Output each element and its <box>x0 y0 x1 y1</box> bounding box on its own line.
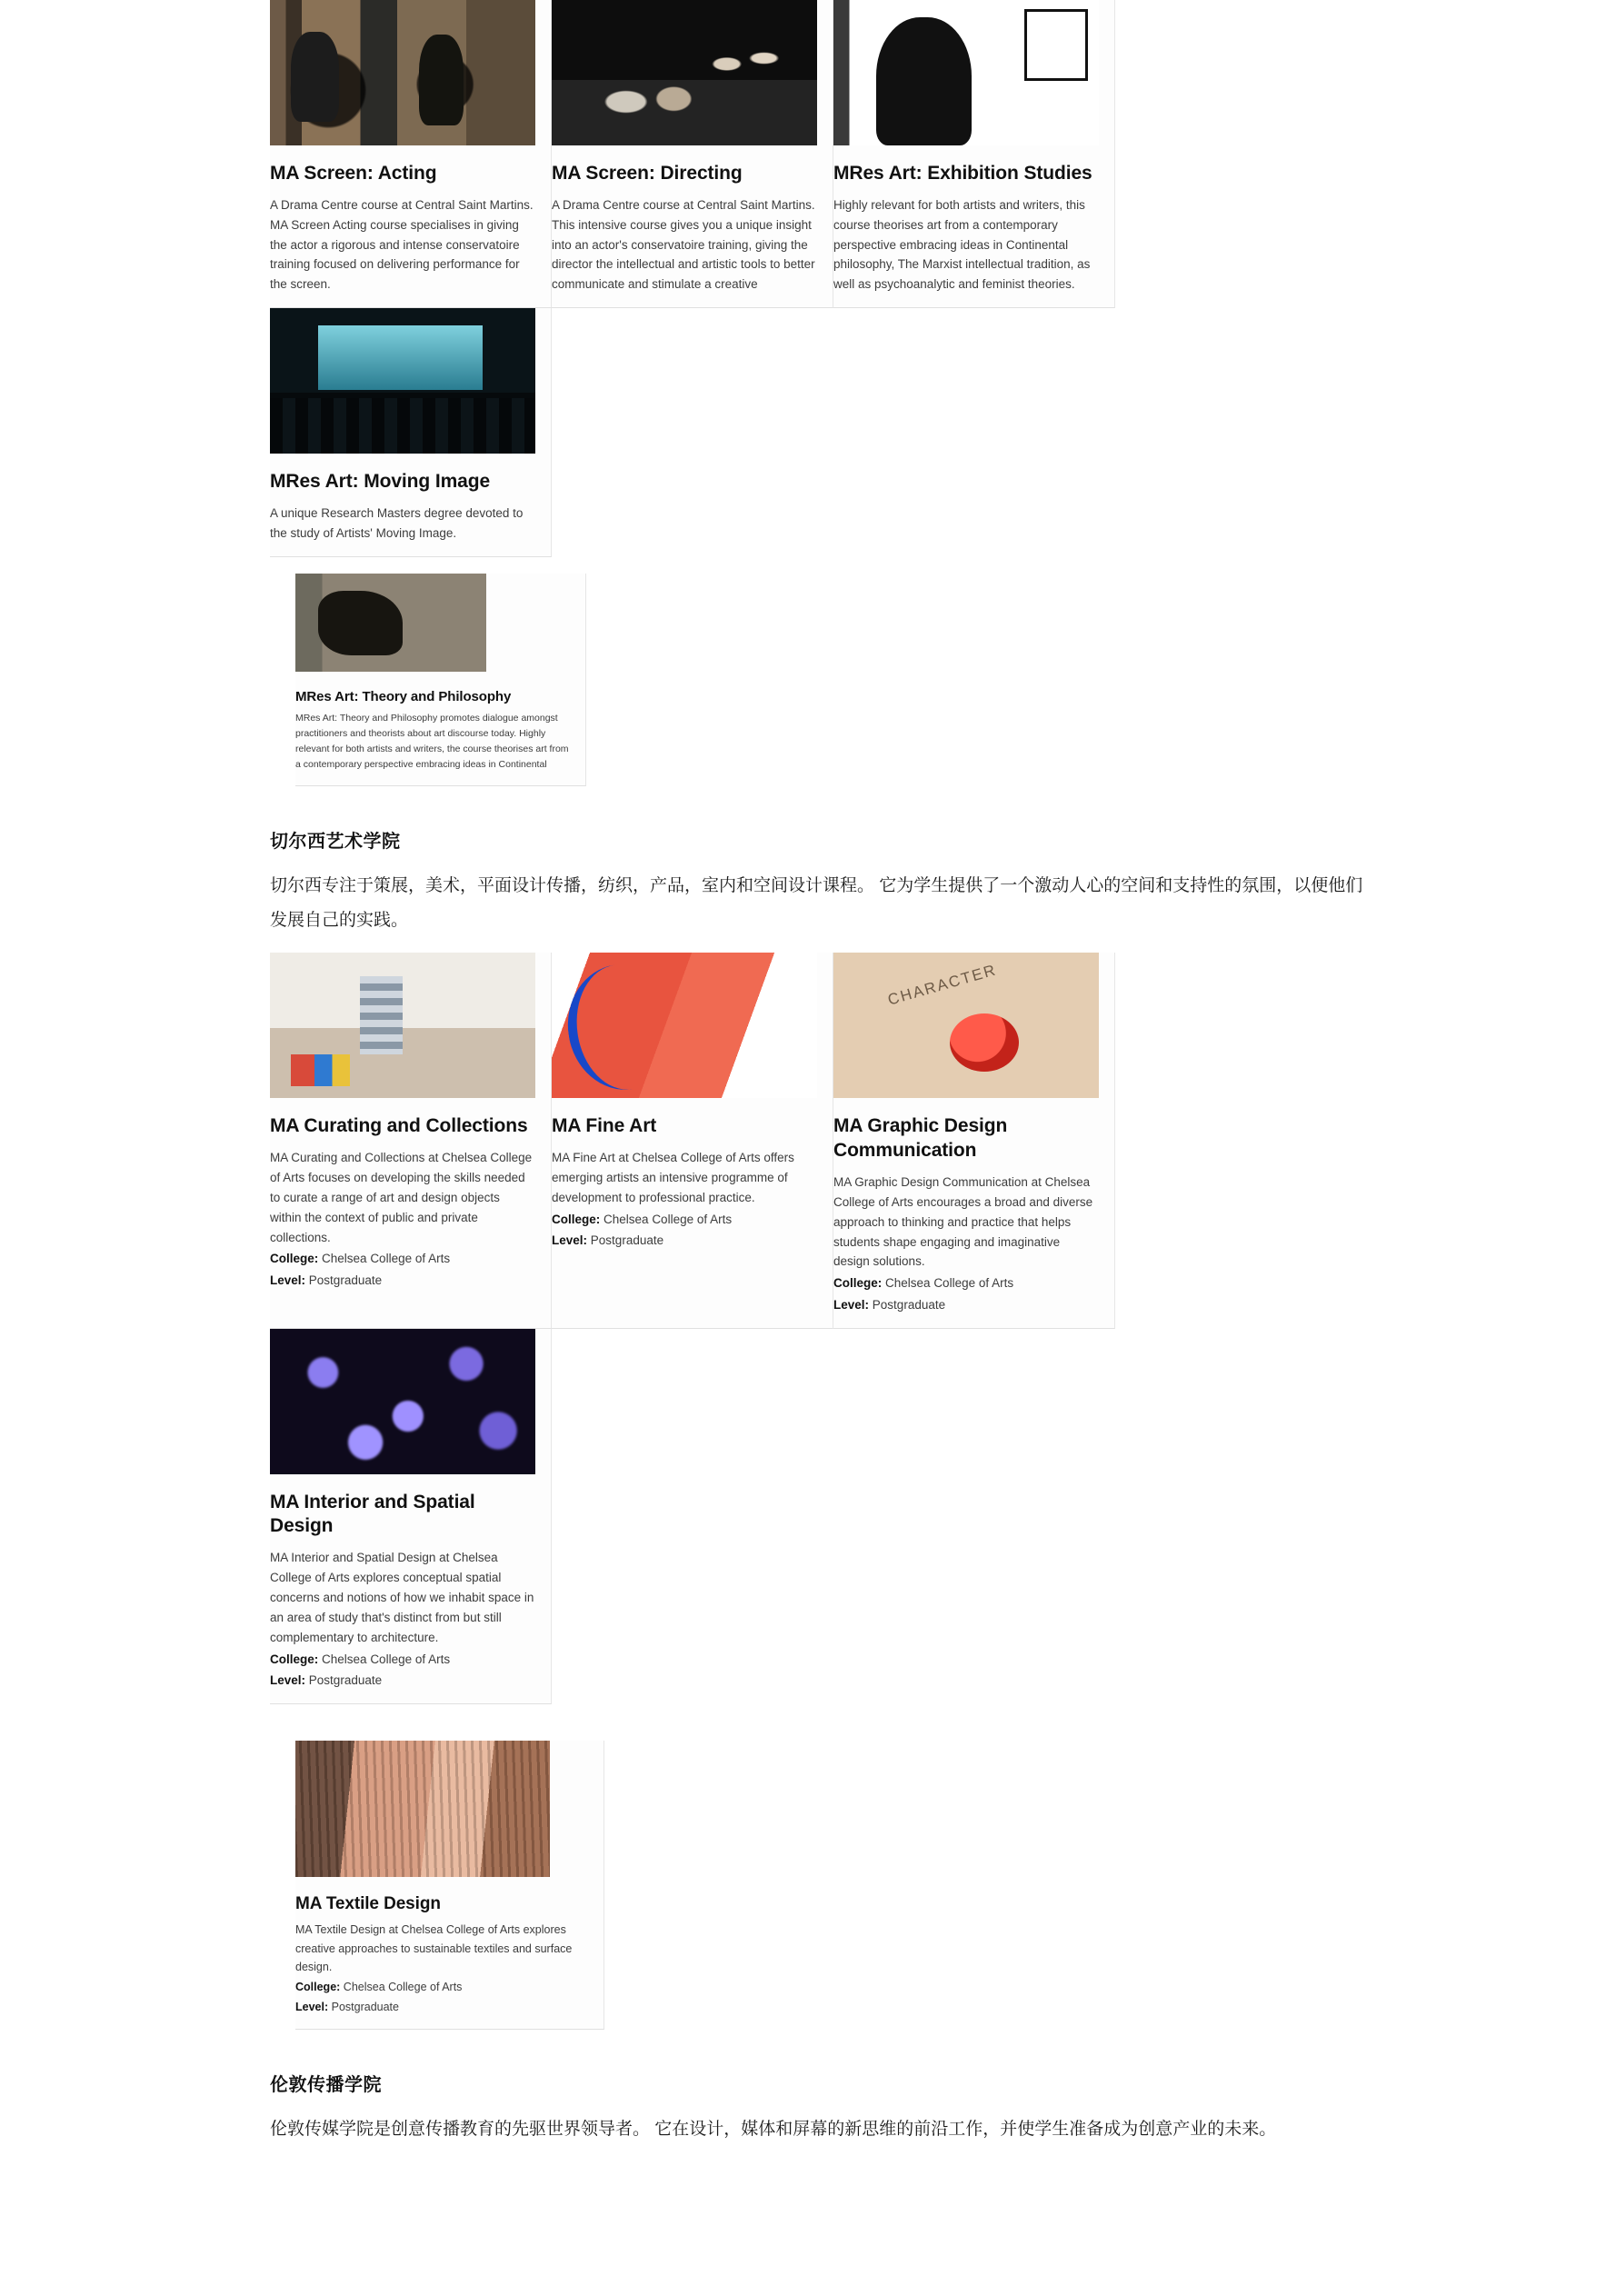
course-card-thumbnail <box>270 0 535 145</box>
course-card-description: MRes Art: Theory and Philosophy promotes dialogue amongst practitioners and theorists about art discourse today. Highly relevant for both artists and writers, the course theorises art from a contemporary perspective embracing ideas in Continental <box>295 713 569 771</box>
level-value: Postgraduate <box>331 2001 399 2014</box>
course-card-description: A Drama Centre course at Central Saint Martins. MA Screen Acting course specialises in giving the actor a rigorous and intense conservatoire training focused on delivering performance for the screen. <box>270 197 534 292</box>
course-card-college <box>270 1249 534 1269</box>
course-card-body <box>833 145 1114 294</box>
college-value: Chelsea College of Arts <box>343 1981 463 1994</box>
course-card-thumbnail <box>833 0 1099 145</box>
college-value: Chelsea College of Arts <box>604 1212 733 1226</box>
course-card-thumbnail <box>295 574 486 672</box>
course-card-level <box>270 1671 534 1691</box>
acting-photo-image <box>270 0 535 145</box>
textile-photo-image <box>295 1741 550 1877</box>
course-card[interactable] <box>833 953 1115 1328</box>
course-card-body <box>270 1474 551 1691</box>
course-card-thumbnail <box>270 953 535 1098</box>
course-card[interactable] <box>552 0 833 308</box>
college-value: Chelsea College of Arts <box>322 1252 451 1266</box>
graphic-design-photo-image <box>833 953 1099 1098</box>
course-card-thumbnail <box>295 1741 550 1877</box>
course-card-thumbnail <box>552 953 817 1098</box>
level-value: Postgraduate <box>308 1273 383 1288</box>
course-card-college <box>270 1650 534 1670</box>
course-card-body <box>270 1098 551 1290</box>
course-card-body <box>270 454 551 544</box>
theory-photo-image <box>295 574 486 672</box>
level-label: Level: <box>833 1297 870 1312</box>
course-card-description: MA Textile Design at Chelsea College of Arts explores creative approaches to sustainable textiles and surface design. <box>295 1923 573 1973</box>
course-card[interactable] <box>295 1741 604 2030</box>
college-value: Chelsea College of Arts <box>322 1652 451 1666</box>
course-card-thumbnail <box>270 308 535 454</box>
college-label: College: <box>552 1212 601 1226</box>
course-card-description: MA Graphic Design Communication at Chelsea College of Arts encourages a broad and diverse approach to thinking and practice that helps students shape engaging and imaginative design solutions. <box>833 1175 1093 1269</box>
course-card-body <box>833 1098 1114 1314</box>
course-card-college <box>833 1273 1098 1293</box>
course-card-title: MRes Art: Moving Image <box>270 471 491 493</box>
course-card[interactable] <box>295 574 586 787</box>
level-label: Level: <box>295 2001 329 2014</box>
course-card-grid-chelsea-row2 <box>270 1741 1372 2030</box>
course-card-title: MA Screen: Directing <box>552 163 743 184</box>
level-label: Level: <box>270 1273 306 1288</box>
exhibition-photo-image <box>833 0 1099 145</box>
section-heading-lcc: 伦敦传播学院 <box>270 2075 382 2096</box>
course-card-body <box>552 1098 833 1251</box>
course-card-description: Highly relevant for both artists and writers, this course theorises art from a contemporary perspective embracing ideas in Continental philosophy, The Marxist intellectual tradition, as well as psychoanalytic and feminist theories. <box>833 197 1091 292</box>
course-card-description: A Drama Centre course at Central Saint Martins. This intensive course gives you a unique insight into an actor's conservatoire training, giving the director the intellectual and artistic tools to better communicate and stimulate a creative <box>552 197 815 292</box>
curating-photo-image <box>270 953 535 1098</box>
course-card-grid-csm <box>270 0 1372 557</box>
course-card-description: MA Fine Art at Chelsea College of Arts offers emerging artists an intensive programme of development to professional practice. <box>552 1151 794 1204</box>
course-card-title: MA Screen: Acting <box>270 163 437 184</box>
course-card-thumbnail <box>833 953 1099 1098</box>
course-card-level <box>552 1231 816 1251</box>
course-card-description: MA Interior and Spatial Design at Chelsea College of Arts explores conceptual spatial concerns and notions of how we inhabit space in an area of study that's distinct from but still complementary to architecture. <box>270 1551 534 1644</box>
moving-image-photo-image <box>270 308 535 454</box>
course-card[interactable] <box>270 1329 552 1704</box>
fine-art-photo-image <box>552 953 817 1098</box>
college-value: Chelsea College of Arts <box>885 1276 1014 1291</box>
course-card-level <box>270 1271 534 1291</box>
section-heading-chelsea: 切尔西艺术学院 <box>270 832 401 853</box>
course-card-body <box>270 145 551 294</box>
college-label: College: <box>270 1252 319 1266</box>
college-label: College: <box>295 1981 341 1994</box>
course-card-body <box>295 1877 604 2016</box>
course-card-description: A unique Research Masters degree devoted to the study of Artists' Moving Image. <box>270 506 524 540</box>
course-card-title: MA Interior and Spatial Design <box>270 1491 475 1537</box>
course-card[interactable] <box>270 0 552 308</box>
level-label: Level: <box>552 1233 588 1248</box>
course-card-title: MA Fine Art <box>552 1115 657 1137</box>
section-intro-lcc: 伦敦传媒学院是创意传播教育的先驱世界领导者。 它在设计，媒体和屏幕的新思维的前沿工作，并使学生准备成为创意产业的未来。 <box>270 2120 1277 2140</box>
course-card-level <box>295 1998 587 2016</box>
course-card[interactable] <box>270 308 552 557</box>
course-card[interactable] <box>552 953 833 1328</box>
course-card-title: MRes Art: Theory and Philosophy <box>295 688 512 704</box>
course-card-grid-csm-row2 <box>270 574 1372 787</box>
course-card-college <box>295 1978 587 1996</box>
course-card-title: MA Textile Design <box>295 1893 441 1913</box>
course-card-thumbnail <box>270 1329 535 1474</box>
course-card-thumbnail <box>552 0 817 145</box>
level-value: Postgraduate <box>308 1673 383 1688</box>
college-label: College: <box>270 1652 319 1666</box>
course-card[interactable] <box>833 0 1115 308</box>
course-card-description: MA Curating and Collections at Chelsea College of Arts focuses on developing the skills needed to curate a range of art and design objects within the context of public and private collections. <box>270 1151 533 1244</box>
course-card-title: MA Graphic Design Communication <box>833 1115 1008 1162</box>
level-label: Level: <box>270 1673 306 1688</box>
course-card-college <box>552 1210 816 1230</box>
section-intro-chelsea: 切尔西专注于策展，美术，平面设计传播，纺织，产品，室内和空间设计课程。 它为学生提供了一个激动人心的空间和支持性的氛围，以便他们发展自己的实践。 <box>270 876 1363 931</box>
directing-photo-image <box>552 0 817 145</box>
interior-design-photo-image <box>270 1329 535 1474</box>
page-content <box>244 0 1372 2147</box>
level-value: Postgraduate <box>590 1233 664 1248</box>
course-card[interactable] <box>270 953 552 1328</box>
level-value: Postgraduate <box>872 1297 946 1312</box>
course-card-title: MA Curating and Collections <box>270 1115 528 1137</box>
course-card-body <box>552 145 833 294</box>
course-card-body <box>295 672 585 774</box>
course-card-grid-chelsea <box>270 953 1372 1703</box>
college-label: College: <box>833 1276 883 1291</box>
course-card-level <box>833 1295 1098 1315</box>
course-card-title: MRes Art: Exhibition Studies <box>833 163 1092 184</box>
